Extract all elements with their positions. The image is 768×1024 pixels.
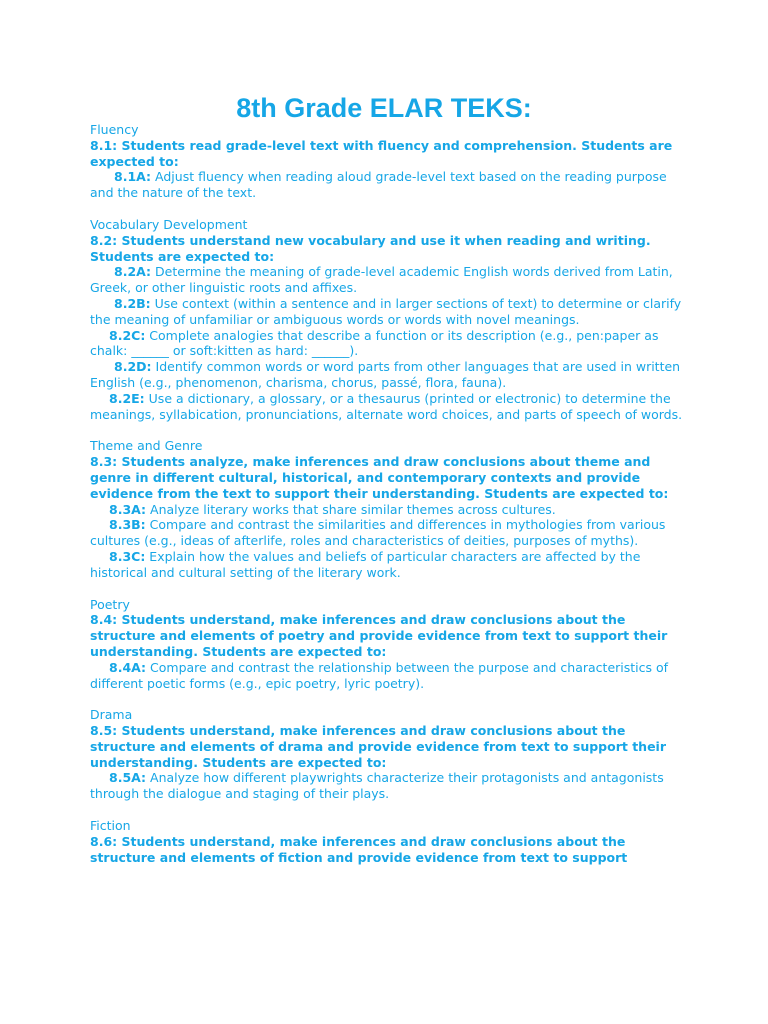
sub-standard-code: 8.2D: — [114, 359, 152, 375]
section-heading: Fluency — [90, 122, 139, 137]
section-poetry — [90, 597, 690, 692]
sub-standard-text: Analyze literary works that share similar themes across cultures. — [146, 501, 556, 517]
sub-standard-text: Use context (within a sentence and in larger sections of text) to determine or clarify the meaning of unfamiliar or ambiguous words or words with novel meanings. — [90, 295, 682, 327]
sub-standard — [90, 359, 690, 391]
section-fiction — [90, 818, 690, 865]
sub-standard-text: Adjust fluency when reading aloud grade-level text based on the reading purpose and the nature of the text. — [90, 169, 667, 201]
standard-heading: 8.1: Students read grade-level text with fluency and comprehension. Students are expected to: — [90, 137, 673, 169]
sub-standard — [90, 328, 690, 360]
sub-standard-code: 8.3A: — [109, 501, 147, 517]
standard-heading: 8.4: Students understand, make inferences and draw conclusions about the structure and elements of poetry and provide evidence from text to support their understanding. Students are expected to: — [90, 612, 668, 659]
sub-standard-text: Identify common words or word parts from other languages that are used in written English (e.g., phenomenon, charisma, chorus, passé, flora, fauna). — [90, 359, 681, 390]
section-fluency — [90, 122, 690, 201]
section-heading: Vocabulary Development — [90, 216, 248, 232]
section-heading: Drama — [90, 707, 133, 723]
sub-standard — [90, 296, 690, 328]
section-heading: Fiction — [90, 818, 131, 834]
sub-standard-code: 8.3B: — [109, 517, 146, 533]
sub-standard-code: 8.2C: — [109, 327, 146, 343]
sub-standard — [90, 549, 690, 581]
section-vocabulary-development — [90, 217, 690, 422]
sub-standard-text: Determine the meaning of grade-level academic English words derived from Latin, Greek, or other linguistic roots and affixes. — [90, 264, 673, 296]
sub-standard — [90, 391, 690, 423]
sub-standard-code: 8.2E: — [109, 390, 145, 406]
document-body — [90, 122, 690, 881]
sub-standard-code: 8.5A: — [109, 770, 147, 786]
sub-standard-text: Analyze how different playwrights characterize their protagonists and antagonists through the dialogue and staging of their plays. — [90, 770, 664, 802]
sub-standard — [90, 264, 690, 296]
section-heading: Theme and Genre — [90, 438, 203, 454]
sub-standard-text: Explain how the values and beliefs of particular characters are affected by the historical and cultural setting of the literary work. — [90, 548, 641, 580]
sub-standard — [90, 770, 690, 802]
sub-standard-code: 8.4A: — [109, 659, 147, 675]
sub-standard-text: Use a dictionary, a glossary, or a thesaurus (printed or electronic) to determine the meanings, syllabication, pronunciations, alternate word choices, and parts of speech of words. — [90, 390, 683, 422]
sub-standard — [90, 169, 690, 201]
sub-standard-code: 8.2A: — [114, 264, 152, 280]
standard-heading: 8.3: Students analyze, make inferences and draw conclusions about theme and genre in different cultural, historical, and contemporary contexts and provide evidence from the text to support their understanding. Students are expected to: — [90, 454, 669, 501]
sub-standard-code: 8.3C: — [109, 548, 146, 564]
sub-standard — [90, 660, 690, 692]
sub-standard-code: 8.2B: — [114, 295, 151, 311]
standard-heading: 8.5: Students understand, make inferences and draw conclusions about the structure and elements of drama and provide evidence from text to support their understanding. Students are expected to: — [90, 723, 666, 770]
sub-standard-text: Compare and contrast the relationship between the purpose and characteristics of different poetic forms (e.g., epic poetry, lyric poetry). — [90, 659, 669, 691]
standard-heading: 8.2: Students understand new vocabulary and use it when reading and writing. Students are expected to: — [90, 232, 651, 264]
section-theme-and-genre — [90, 438, 690, 580]
sub-standard-code: 8.1A: — [114, 169, 152, 185]
section-heading: Poetry — [90, 596, 130, 612]
section-drama — [90, 707, 690, 802]
sub-standard-text: Compare and contrast the similarities and differences in mythologies from various cultures (e.g., ideas of afterlife, roles and characteristics of deities, purposes of myths). — [90, 517, 666, 549]
sub-standard — [90, 517, 690, 549]
sub-standard-text: Complete analogies that describe a function or its description (e.g., pen:paper as chalk: ______ or soft:kitten as hard: ______). — [90, 327, 659, 359]
standard-heading: 8.6: Students understand, make inferences and draw conclusions about the structure and elements of fiction and provide evidence from text to support — [90, 833, 628, 865]
page-title: 8th Grade ELAR TEKS: — [236, 93, 532, 123]
sub-standard — [90, 502, 690, 518]
